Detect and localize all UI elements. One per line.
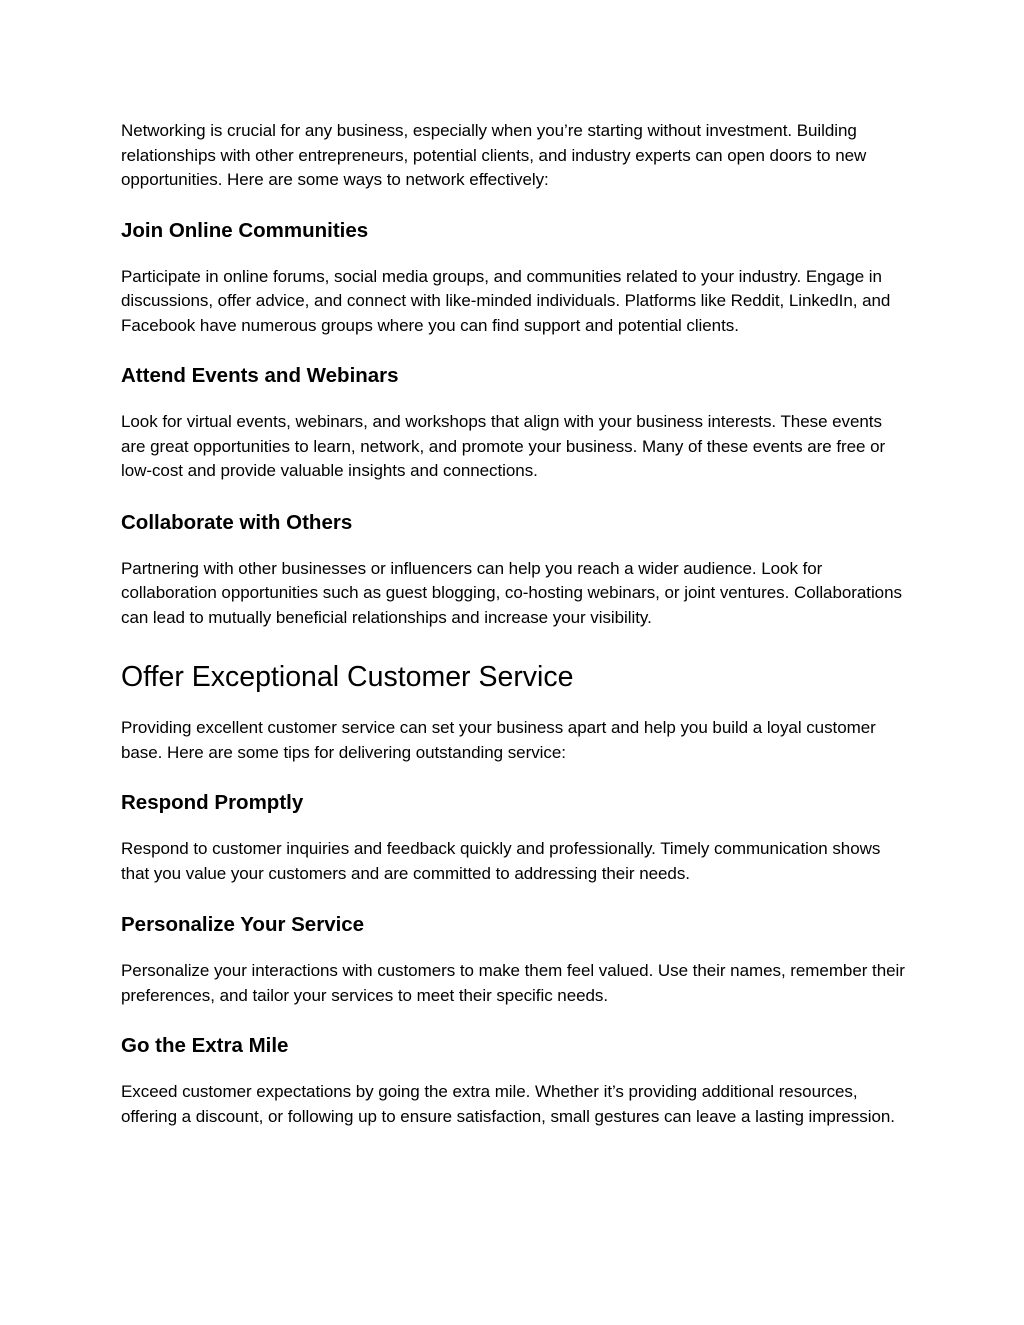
heading-attend-events-webinars: Attend Events and Webinars [121,364,399,387]
paragraph-collaborate-with-others: Partnering with other businesses or influencers can help you reach a wider audience. Look for collaboration opportunities such as guest blogging, co-hosting webinars, or joint ventures. Collaborations can lead to mutually beneficial relationships and increase your visibility. [121,558,902,627]
customer-service-intro-paragraph: Providing excellent customer service can set your business apart and help you build a loyal customer base. Here are some tips for delivering outstanding service: [121,718,876,762]
paragraph-personalize-your-service: Personalize your interactions with customers to make them feel valued. Use their names, remember their preferences, and tailor your services to meet their specific needs. [121,961,905,1005]
heading-collaborate-with-others: Collaborate with Others [121,510,353,534]
heading-personalize-your-service: Personalize Your Service [121,913,365,936]
networking-intro-paragraph: Networking is crucial for any business, especially when you’re starting without investment. Building relationships with other entrepreneurs, potential clients, and industry experts can open doors to new opportunities. Here are some ways to network effectively: [121,121,867,189]
section-title-customer-service: Offer Exceptional Customer Service [121,661,574,693]
paragraph-go-the-extra-mile: Exceed customer expectations by going the extra mile. Whether it’s providing additional resources, offering a discount, or following up to ensure satisfaction, small gestures can leave a lasting impression. [121,1082,895,1126]
heading-join-online-communities: Join Online Communities [121,218,369,242]
paragraph-attend-events-webinars: Look for virtual events, webinars, and workshops that align with your business interests. These events are great opportunities to learn, network, and promote your business. Many of these events are free or low-cost and provide valuable insights and connections. [121,412,886,480]
paragraph-respond-promptly: Respond to customer inquiries and feedback quickly and professionally. Timely communication shows that you value your customers and are committed to addressing their needs. [121,839,881,883]
paragraph-join-online-communities: Participate in online forums, social media groups, and communities related to your industry. Engage in discussions, offer advice, and connect with like-minded individuals. Platforms like Reddit, LinkedIn, and Facebook have numerous groups where you can find support and potential clients. [121,266,891,335]
heading-go-the-extra-mile: Go the Extra Mile [121,1034,289,1057]
heading-respond-promptly: Respond Promptly [121,791,304,814]
document-page [121,119,911,1129]
